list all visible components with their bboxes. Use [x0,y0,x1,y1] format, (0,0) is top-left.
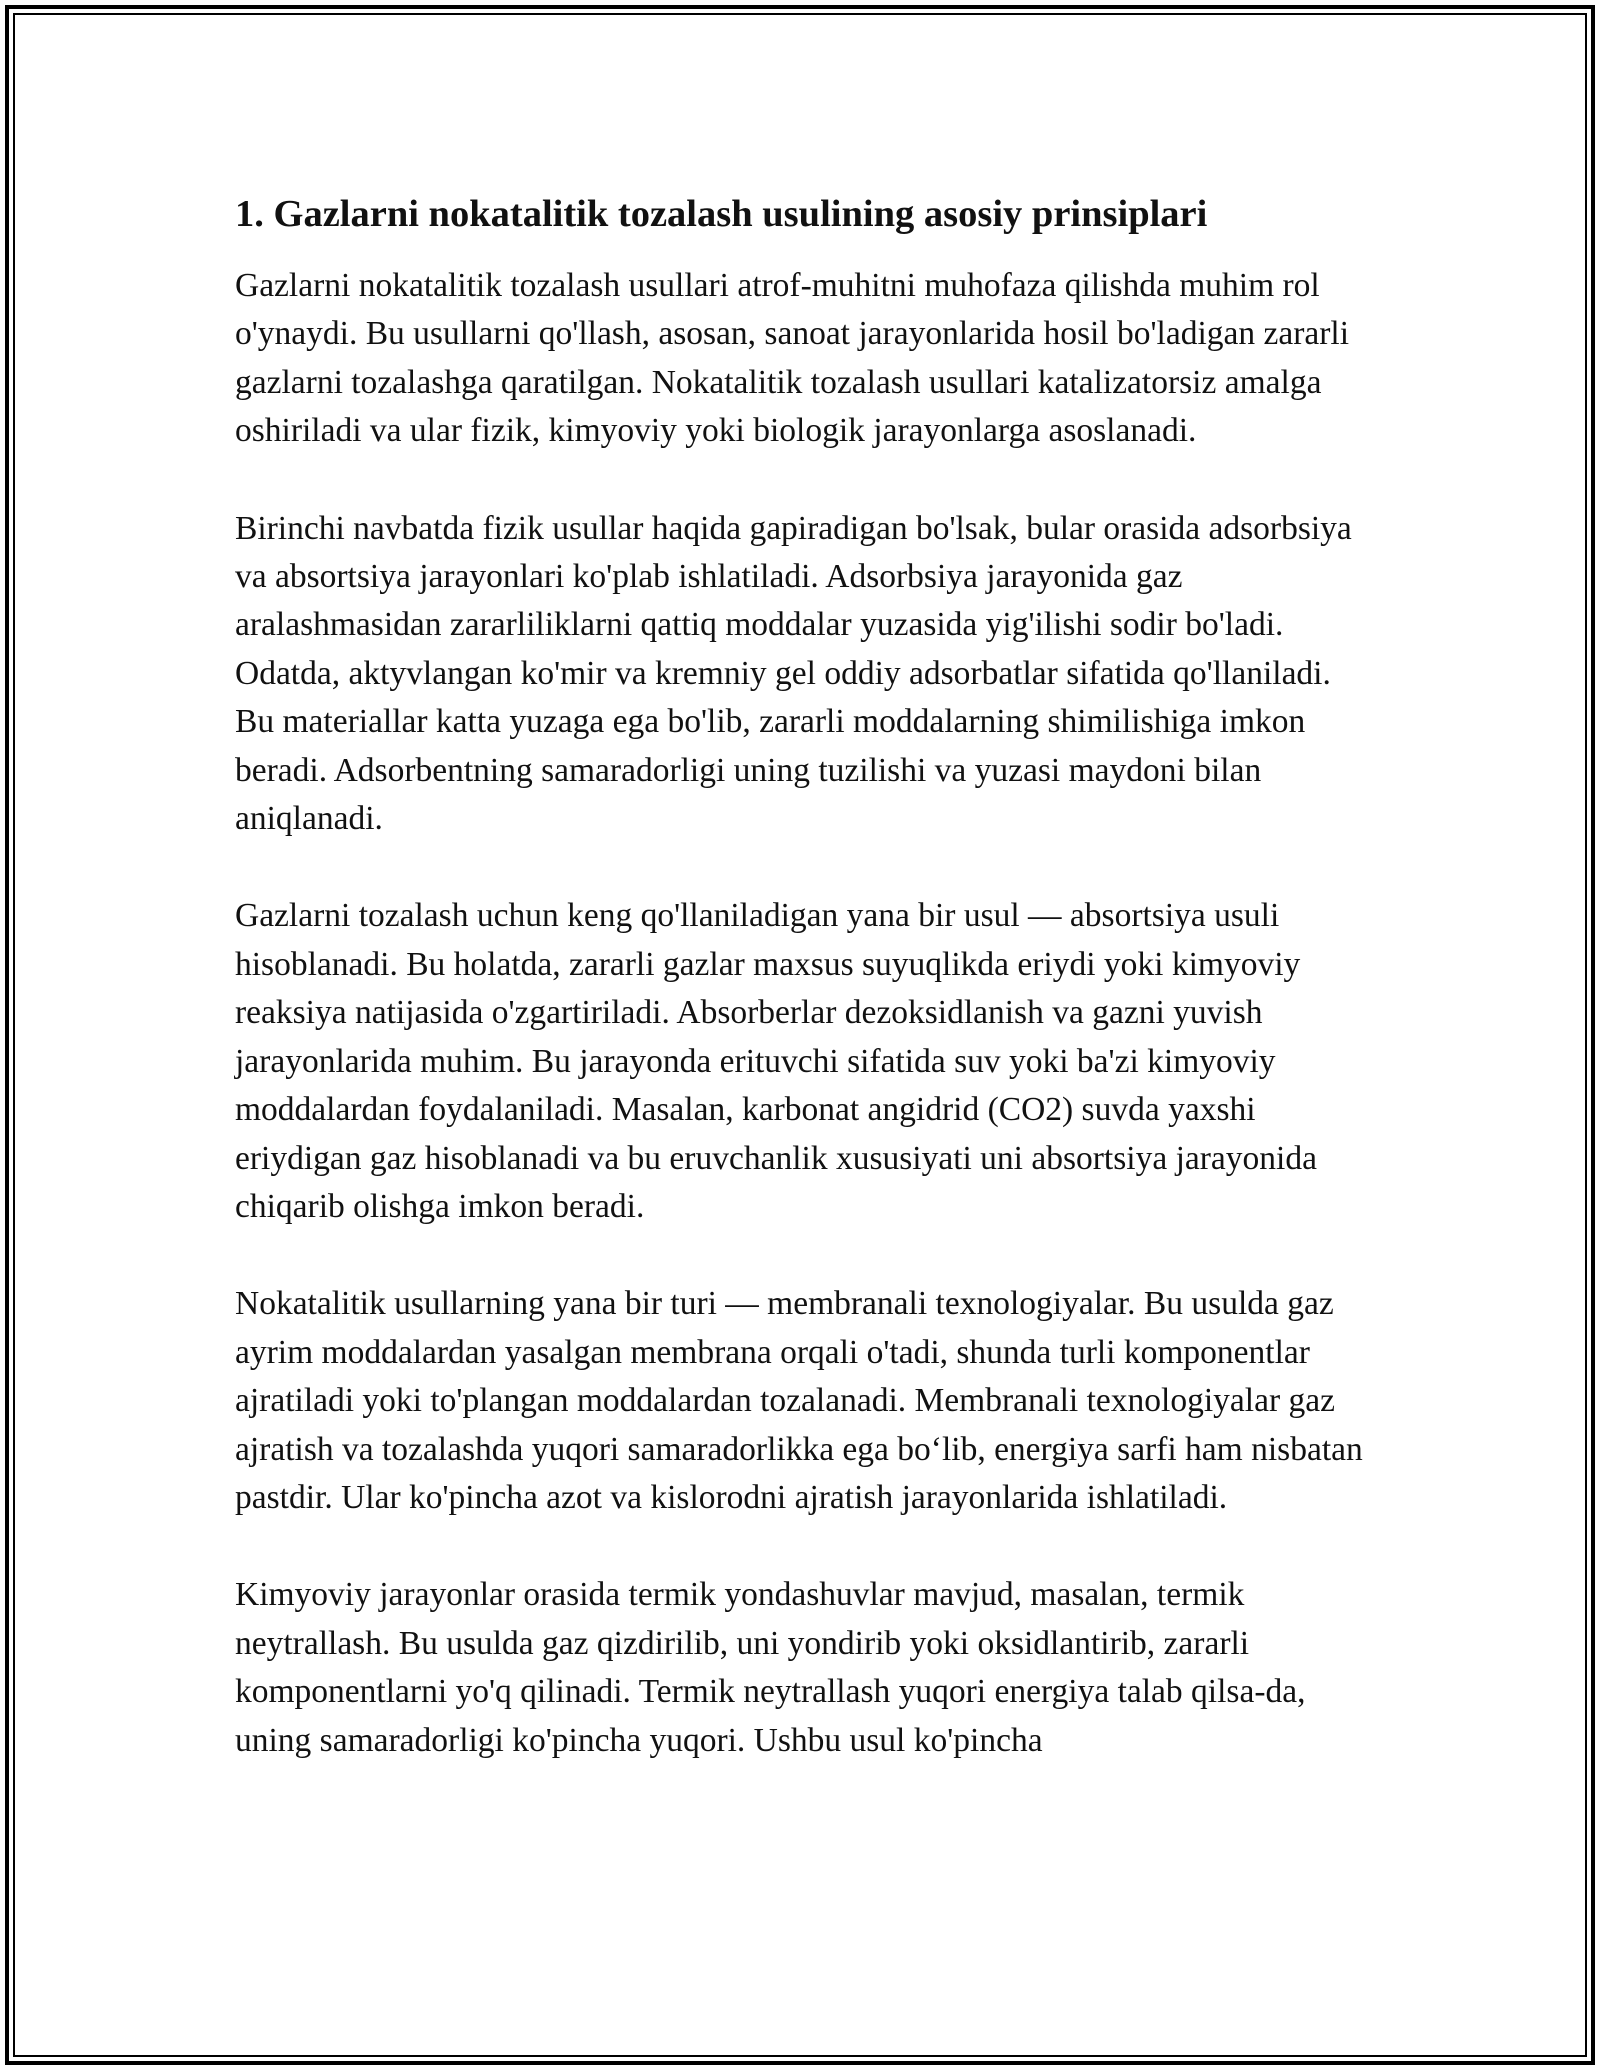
paragraph-physical-methods: Birinchi navbatda fizik usullar haqida gapiradigan bo'lsak, bular orasida adsorbsiya va absortsiya jarayonlari ko'plab ishlatiladi. Adsorbsiya jarayonida gaz aralashmasidan zararliliklarni qattiq moddalar yuzasida yig'ilishi sodir bo'ladi. Odatda, aktyvlangan ko'mir va kremniy gel oddiy adsorbatlar sifatida qo'llaniladi. Bu materiallar katta yuzaga ega bo'lib, zararli moddalarning shimilishiga imkon beradi. Adsorbentning samaradorligi uning tuzilishi va yuzasi maydoni bilan aniqlanadi. [235,509,1352,838]
paragraph-thermal: Kimyoviy jarayonlar orasida termik yondashuvlar mavjud, masalan, termik neytrallash. Bu usulda gaz qizdirilib, uni yondirib yoki oksidlantirib, zararli komponentlarni yo'q qilinadi. Termik neytrallash yuqori energiya talab qilsa-da, uning samaradorligi ko'pincha yuqori. Ushbu usul ko'pincha [235,1576,1306,1759]
paragraph-membrane: Nokatalitik usullarning yana bir turi — membranali texnologiyalar. Bu usulda gaz ayrim moddalardan yasalgan membrana orqali o'tadi, shunda turli komponentlar ajratiladi yoki to'plangan moddalardan tozalanadi. Membranali texnologiyalar gaz ajratish va tozalashda yuqori samaradorlikka ega bo‘lib, energiya sarfi ham nisbatan pastdir. Ular ko'pincha azot va kislorodni ajratish jarayonlarida ishlatiladi. [235,1285,1363,1516]
section-heading: 1. Gazlarni nokatalitik tozalash usulining asosiy prinsiplari [235,193,1208,235]
paragraph-absorption: Gazlarni tozalash uchun keng qo'llaniladigan yana bir usul — absortsiya usuli hisoblanadi. Bu holatda, zararli gazlar maxsus suyuqlikda eriydi yoki kimyoviy reaksiya natijasida o'zgartiriladi. Absorberlar dezoksidlanish va gazni yuvish jarayonlarida muhim. Bu jarayonda erituvchi sifatida suv yoki ba'zi kimyoviy moddalardan foydalaniladi. Masalan, karbonat angidrid (CO2) suvda yaxshi eriydigan gaz hisoblanadi va bu eruvchanlik xususiyati uni absortsiya jarayonida chiqarib olishga imkon beradi. [235,897,1317,1225]
document-body [235,186,1375,1765]
paragraph-intro: Gazlarni nokatalitik tozalash usullari atrof-muhitni muhofaza qilishda muhim rol o'ynaydi. Bu usullarni qo'llash, asosan, sanoat jarayonlarida hosil bo'ladigan zararli gazlarni tozalashga qaratilgan. Nokatalitik tozalash usullari katalizatorsiz amalga oshiriladi va ular fizik, kimyoviy yoki biologik jarayonlarga asoslanadi. [235,267,1350,450]
